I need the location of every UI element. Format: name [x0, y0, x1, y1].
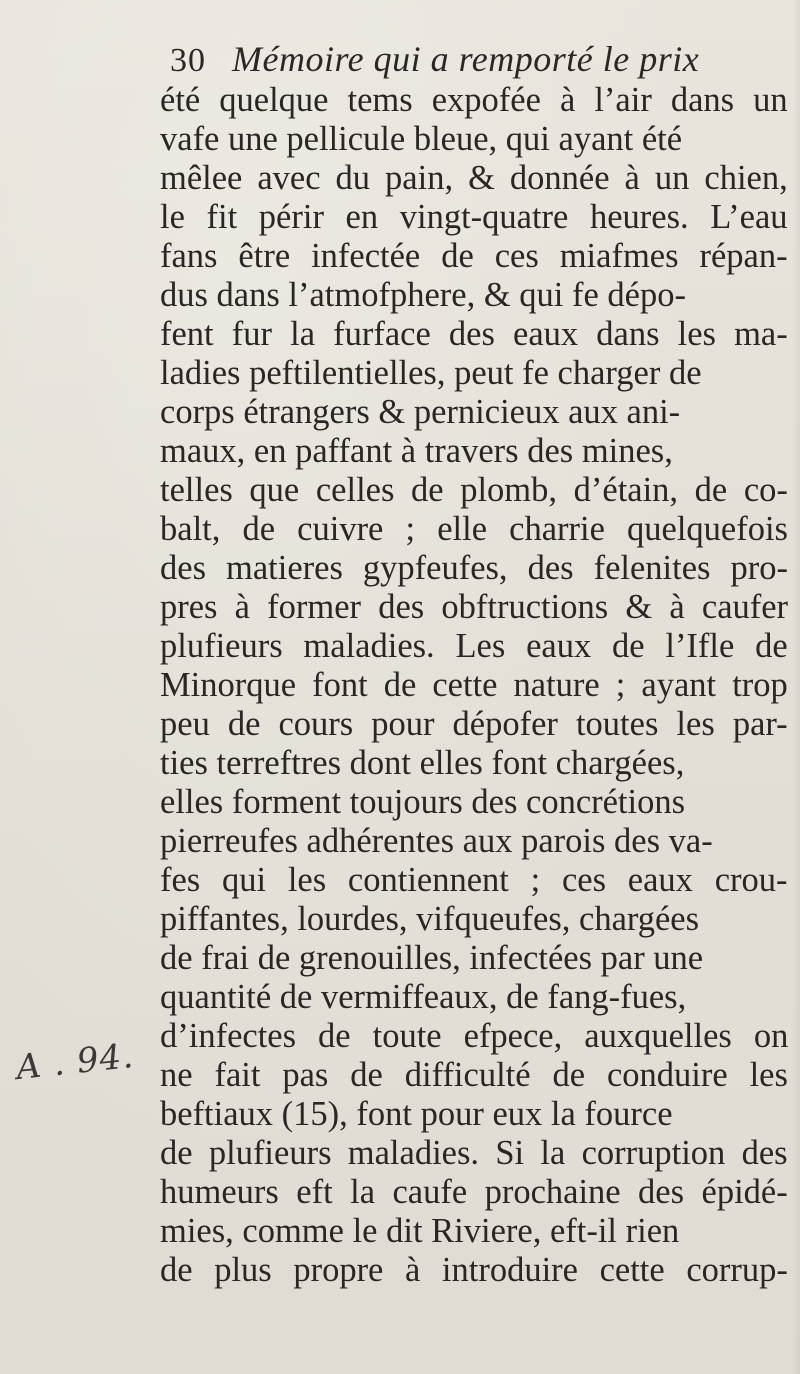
text-line: vafe une pellicule bleue, qui ayant été: [160, 120, 683, 158]
text-line: peu de cours pour dépofer toutes les par-: [160, 705, 788, 743]
text-line: mies, comme le dit Riviere, eft-il rien: [160, 1212, 680, 1250]
text-line: mêlee avec du pain, & donnée à un chien,: [160, 159, 788, 197]
text-line: elles forment toujours des concrétions: [160, 783, 686, 821]
page-header: [170, 38, 699, 78]
handwritten-margin-note: A . 94.: [14, 1035, 136, 1089]
text-line: fent fur la furface des eaux dans les ma-: [160, 315, 788, 353]
text-line: ladies peftilentielles, peut fe charger de: [160, 354, 702, 392]
running-title: Mémoire qui a remporté le prix: [232, 39, 700, 79]
text-line: d’infectes de toute efpece, auxquelles on: [160, 1017, 789, 1055]
text-line: ties terreftres dont elles font chargées,: [160, 744, 685, 782]
text-line: plufieurs maladies. Les eaux de l’Ifle de: [160, 627, 788, 665]
text-line: fes qui les contiennent ; ces eaux crou-: [160, 861, 788, 899]
page-number: 30: [170, 42, 206, 79]
text-line: ne fait pas de difficulté de conduire les: [160, 1056, 788, 1094]
text-line: telles que celles de plomb, d’étain, de co-: [160, 471, 788, 509]
text-line: de plus propre à introduire cette corrup-: [160, 1251, 788, 1289]
text-line: humeurs eft la caufe prochaine des épidé-: [160, 1173, 788, 1211]
text-line: pierreufes adhérentes aux parois des va-: [160, 822, 713, 860]
body-text: [160, 81, 800, 1290]
text-line: été quelque tems expofée à l’air dans un: [160, 81, 788, 119]
text-line: dus dans l’atmofphere, & qui fe dépo-: [160, 276, 686, 314]
text-line: Minorque font de cette nature ; ayant trop: [160, 666, 788, 704]
text-line: maux, en paffant à travers des mines,: [160, 432, 673, 470]
text-line: piffantes, lourdes, vifqueufes, chargées: [160, 900, 700, 938]
text-line: fans être infectée de ces miafmes répan-: [160, 237, 788, 275]
text-line: balt, de cuivre ; elle charrie quelquefois: [160, 510, 788, 548]
page-edge-shadow: [792, 0, 800, 1374]
text-line: quantité de vermiffeaux, de fang-fues,: [160, 978, 687, 1016]
text-line: de frai de grenouilles, infectées par une: [160, 939, 704, 977]
text-line: pres à former des obftructions & à caufer: [160, 588, 789, 626]
text-line: beftiaux (15), font pour eux la fource: [160, 1095, 673, 1133]
text-line: corps étrangers & pernicieux aux ani-: [160, 393, 681, 431]
text-line: de plufieurs maladies. Si la corruption des: [160, 1134, 788, 1172]
text-line: le fit périr en vingt-quatre heures. L’eau: [160, 198, 788, 236]
text-line: des matieres gypfeufes, des felenites pro-: [160, 549, 788, 587]
